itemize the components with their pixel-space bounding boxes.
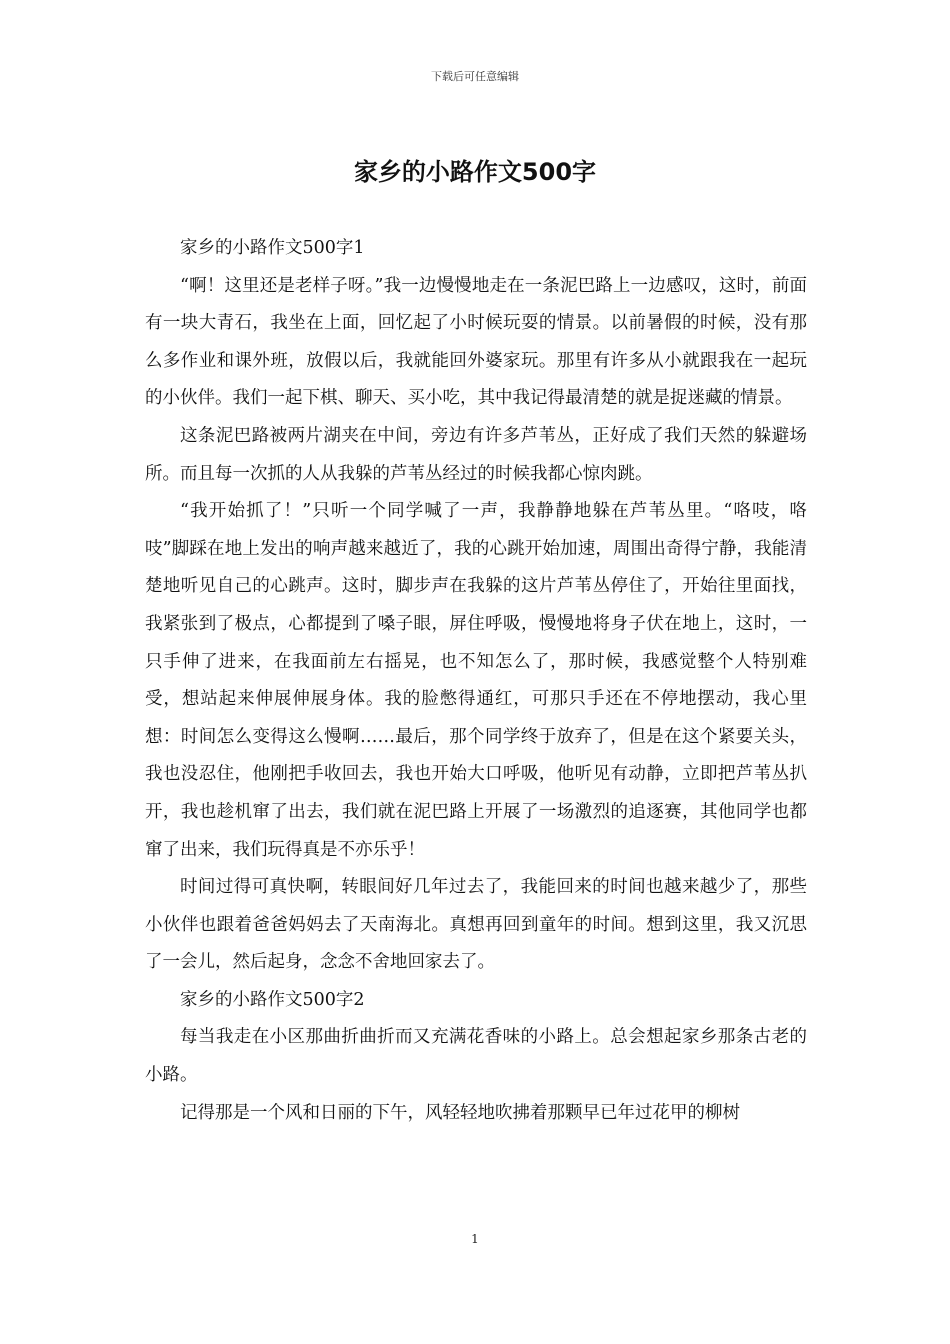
section-heading: 家乡的小路作文500字1 bbox=[180, 238, 365, 258]
paragraph: 每当我走在小区那曲折曲折而又充满花香味的小路上。总会想起家乡那条古老的小路。 bbox=[145, 1027, 807, 1086]
paragraph: “啊！这里还是老样子呀。”我一边慢慢地走在一条泥巴路上一边感叹，这时，前面有一块大青石，我坐在上面，回忆起了小时候玩耍的情景。以前暑假的时候，没有那么多作业和课外班，放假以后，我就能回外婆家玩。那里有许多从小就跟我在一起玩的小伙伴。我们一起下棋、聊天、买小吃，其中我记得最清楚的就是捉迷藏的情景。 bbox=[145, 275, 807, 409]
document-title: 家乡的小路作文500字 bbox=[353, 158, 597, 186]
paragraph: 记得那是一个风和日丽的下午，风轻轻地吹拂着那颗早已年过花甲的柳树 bbox=[180, 1102, 740, 1123]
paragraph: 时间过得可真快啊，转眼间好几年过去了，我能回来的时间也越来越少了，那些小伙伴也跟着爸爸妈妈去了天南海北。真想再回到童年的时间。想到这里，我又沉思了一会儿，然后起身，念念不舍地回家去了。 bbox=[145, 877, 807, 973]
paragraph: 这条泥巴路被两片湖夹在中间，旁边有许多芦苇丛，正好成了我们天然的躲避场所。而且每一次抓的人从我躲的芦苇丛经过的时候我都心惊肉跳。 bbox=[145, 425, 807, 484]
page-number: 1 bbox=[471, 1232, 479, 1246]
paragraph: “我开始抓了！”只听一个同学喊了一声，我静静地躲在芦苇丛里。“咯吱，咯吱”脚踩在地上发出的响声越来越近了，我的心跳开始加速，周围出奇得宁静，我能清楚地听见自己的心跳声。这时，脚步声在我躲的这片芦苇丛停住了，开始往里面找，我紧张到了极点，心都提到了嗓子眼，屏住呼吸，慢慢地将身子伏在地上，这时，一只手伸了进来，在我面前左右摇晃，也不知怎么了，那时候，我感觉整个人特别难受，想站起来伸展伸展身体。我的脸憋得通红，可那只手还在不停地摆动，我心里想：时间怎么变得这么慢啊……最后，那个同学终于放弃了，但是在这个紧要关头，我也没忍住，他刚把手收回去，我也开始大口呼吸，他听见有动静，立即把芦苇丛扒开，我也趁机窜了出去，我们就在泥巴路上开展了一场激烈的追逐赛，其他同学也都窜了出来，我们玩得真是不亦乐乎！ bbox=[145, 501, 807, 860]
section-heading: 家乡的小路作文500字2 bbox=[180, 989, 365, 1010]
header-note: 下载后可任意编辑 bbox=[431, 70, 519, 83]
document-body bbox=[145, 230, 807, 1132]
